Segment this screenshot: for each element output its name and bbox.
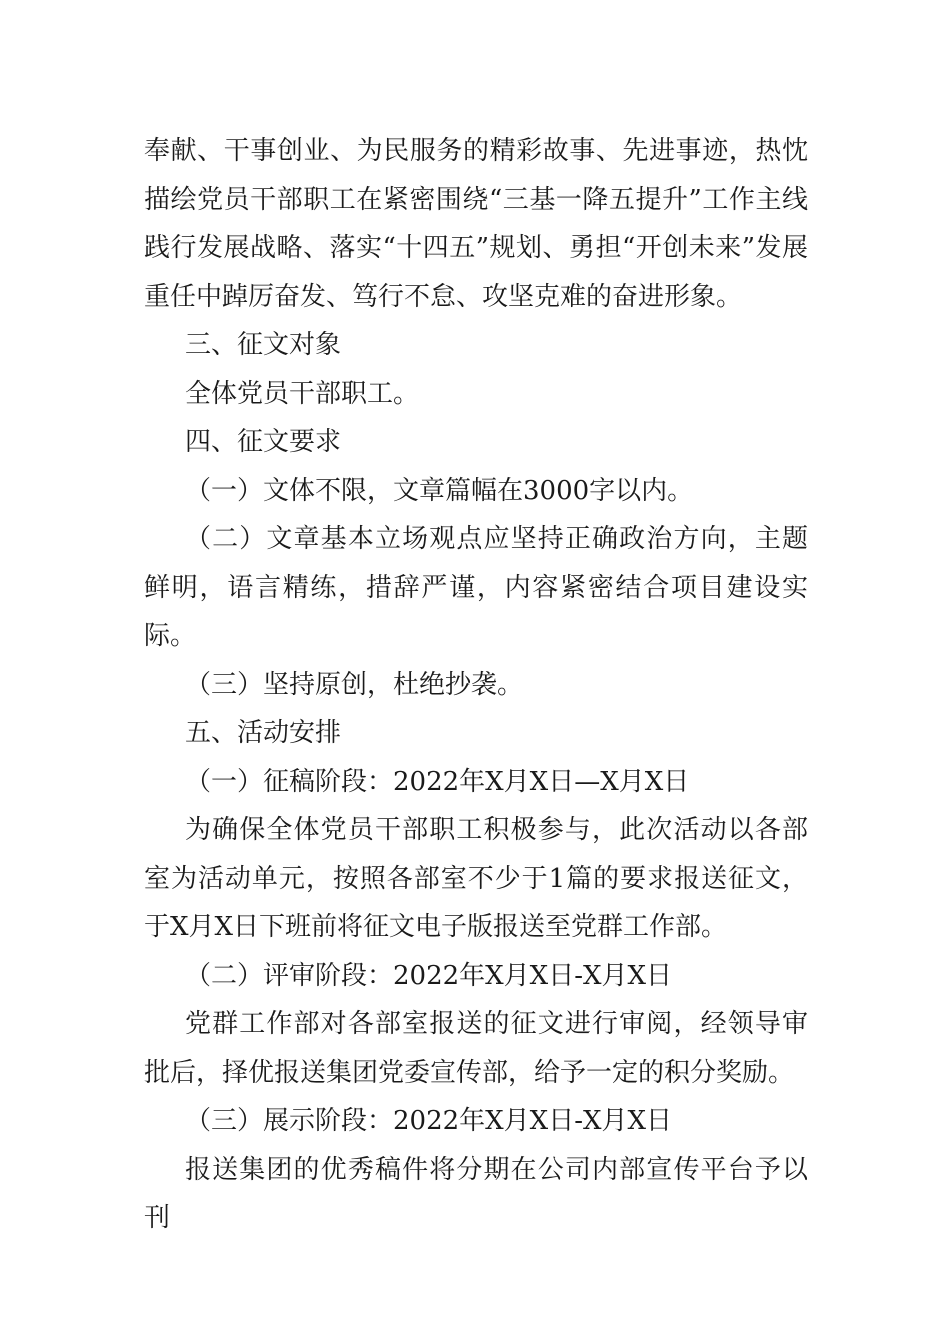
schedule-stage-2-heading: （二）评审阶段：2022年X月X日-X月X日	[185, 960, 672, 991]
schedule-stage-3-heading: （三）展示阶段：2022年X月X日-X月X日	[185, 1106, 672, 1136]
requirement-item-3: （三）坚持原创，杜绝抄袭。	[185, 669, 524, 700]
section-heading-targets: 三、征文对象	[185, 330, 342, 360]
schedule-stage-2-body: 党群工作部对各部室报送的征文进行审阅，经领导审批后，择优报送集团党委宣传部，给予一定的积分奖励。	[144, 1009, 808, 1088]
schedule-stage-1-body: 为确保全体党员干部职工积极参与，此次活动以各部室为活动单元，按照各部室不少于1篇的要求报送征文，于X月X日下班前将征文电子版报送至党群工作部。	[144, 815, 808, 942]
section-heading-requirements: 四、征文要求	[185, 427, 342, 457]
section-heading-schedule: 五、活动安排	[185, 718, 342, 748]
schedule-stage-3-body: 报送集团的优秀稿件将分期在公司内部宣传平台予以刊	[144, 1154, 808, 1233]
requirement-item-2: （二）文章基本立场观点应坚持正确政治方向，主题鲜明，语言精练，措辞严谨，内容紧密结合项目建设实际。	[144, 524, 808, 651]
document-body	[144, 127, 808, 1243]
requirement-item-1: （一）文体不限，文章篇幅在3000字以内。	[185, 475, 694, 506]
paragraph-continuation: 奉献、干事创业、为民服务的精彩故事、先进事迹，热忱描绘党员干部职工在紧密围绕“三基一降五提升”工作主线践行发展战略、落实“十四五”规划、勇担“开创未来”发展重任中踔厉奋发、笃行不怠、攻坚克难的奋进形象。	[144, 136, 808, 312]
schedule-stage-1-heading: （一）征稿阶段：2022年X月X日—X月X日	[185, 766, 690, 797]
paragraph-targets: 全体党员干部职工。	[185, 378, 420, 409]
